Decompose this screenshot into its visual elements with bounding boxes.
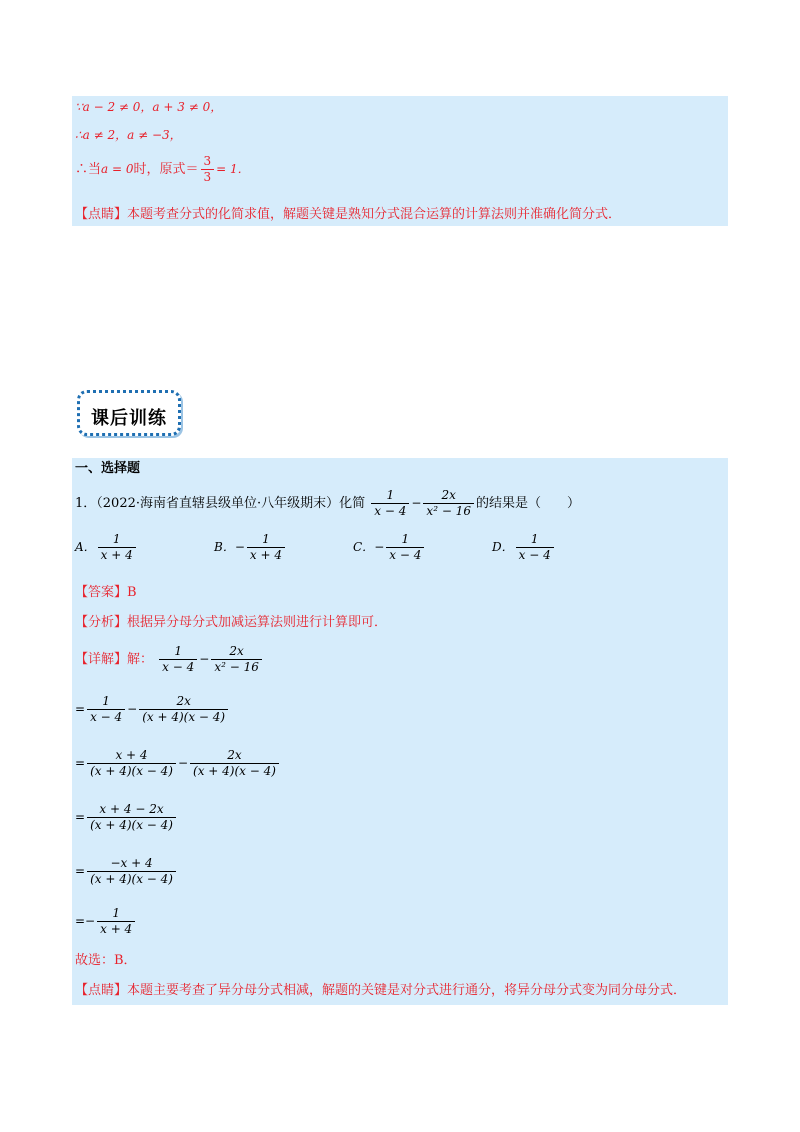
tip-line: 【点睛】本题考查分式的化简求值，解题关键是熟知分式混合运算的计算法则并准确化简分式． xyxy=(75,207,622,222)
answer-line: 【答案】B xyxy=(75,585,137,600)
exclusion-line: ∴a ≠ 2，a ≠ −3， xyxy=(75,128,182,142)
step-5: =− $\frac{1}{x + 4}$ xyxy=(75,906,137,937)
section-badge xyxy=(77,390,181,436)
question-fraction-1: $\frac{1}{x - 4}$ xyxy=(371,488,409,519)
section-heading: 一、选择题 xyxy=(75,461,141,476)
solution-continuation-box xyxy=(72,96,728,226)
step-4: = $\frac{-x + 4}{(x + 4)(x - 4)}$ xyxy=(75,856,178,887)
detail-line: 【详解】解： $\frac{1}{x - 4}$ − $\frac{2x}{\text{x² − 16}}$ xyxy=(75,644,264,675)
question-1: 1．（2022·海南省直辖县级单位·八年级期末）化简 $\frac{1}{x - 4}$ − $\frac{2x}{\text{x² − 16}}$ 的结果是（ ） xyxy=(75,488,580,518)
choose-line: 故选：B． xyxy=(75,953,137,968)
analysis-line: 【分析】根据异分母分式加减运算法则进行计算即可． xyxy=(75,615,388,630)
tip-line: 【点睛】本题主要考查了异分母分式相减，解题的关键是对分式进行通分，将异分母分式变为同分母分式． xyxy=(75,983,687,998)
exercise-box xyxy=(72,458,728,1005)
condition-line: ∵a − 2 ≠ 0，a + 3 ≠ 0， xyxy=(75,100,223,114)
question-fraction-2: $\frac{2x}{\text{x² − 16}}$ xyxy=(423,488,474,519)
result-fraction: $\frac{3}{3}$ xyxy=(201,154,215,185)
substitution-line: ∴当a = 0时，原式＝ $\frac{3}{3}$ = 1． xyxy=(75,154,250,184)
option-d: D． $\frac{1}{x - 4}$ xyxy=(492,532,556,563)
option-a: A． $\frac{1}{x + 4}$ xyxy=(75,532,138,563)
option-b: B．− $\frac{1}{x + 4}$ xyxy=(214,532,287,563)
option-c: C．− $\frac{1}{x - 4}$ xyxy=(353,532,426,563)
step-1: = $\frac{1}{x - 4}$ − $\frac{2x}{(x + 4)(x - 4)}$ xyxy=(75,694,230,725)
step-3: = $\frac{x + 4 - 2x}{(x + 4)(x - 4)}$ xyxy=(75,802,178,833)
step-2: = $\frac{x + 4}{(x + 4)(x - 4)}$ − $\frac{2x}{(x + 4)(x - 4)}$ xyxy=(75,748,281,779)
section-title: 课后训练 xyxy=(91,408,167,429)
